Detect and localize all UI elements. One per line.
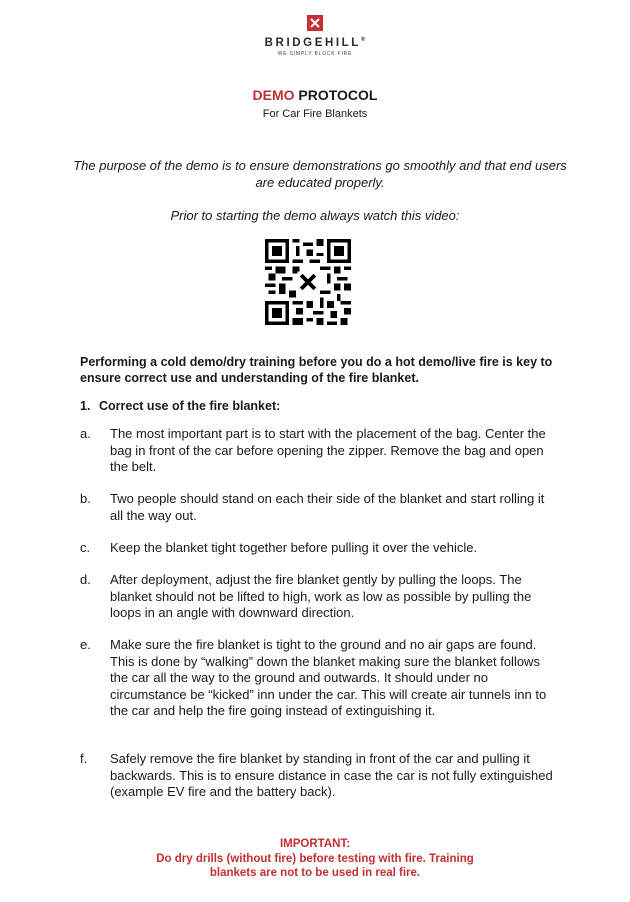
important-notice bbox=[0, 837, 630, 881]
section-heading bbox=[80, 399, 280, 413]
important-heading: IMPORTANT: bbox=[279, 838, 351, 850]
page-subtitle: For Car Fire Blankets bbox=[262, 108, 368, 120]
list-letter: d. bbox=[80, 572, 91, 587]
list-letter: e. bbox=[80, 637, 91, 652]
title-highlight: DEMO bbox=[252, 87, 295, 103]
list-text: The most important part is to start with the placement of the bag. Center the bag in front of the car before opening the zipper. Remove the bag and open the belt. bbox=[110, 426, 546, 474]
list-letter: b. bbox=[80, 491, 91, 506]
section-title: Correct use of the fire blanket: bbox=[99, 399, 281, 413]
brand-tagline: WE SIMPLY BLOCK FIRE bbox=[277, 51, 353, 57]
section-number: 1. bbox=[80, 399, 91, 413]
list-item-d bbox=[80, 572, 560, 622]
list-text: Safely remove the fire blanket by standing in front of the car and pulling it backwards. This is to ensure distance in case the car is not fully extinguished (example EV fire and the battery back). bbox=[110, 751, 553, 799]
cold-demo-note: Performing a cold demo/dry training before you do a hot demo/live fire is key to ensure correct use and understanding of the fire blanket. bbox=[80, 355, 553, 385]
important-line-2: blankets are not to be used in real fire. bbox=[209, 867, 421, 879]
list-item-b bbox=[80, 491, 560, 524]
video-instruction: Prior to starting the demo always watch this video: bbox=[170, 208, 460, 223]
list-item-a bbox=[80, 426, 560, 476]
list-item-c bbox=[80, 540, 560, 557]
title-rest: PROTOCOL bbox=[298, 87, 378, 103]
list-text: Two people should stand on each their side of the blanket and start rolling it all the way out. bbox=[110, 491, 545, 523]
important-line-1: Do dry drills (without fire) before testing with fire. Training bbox=[156, 852, 474, 865]
list-item-e bbox=[80, 637, 560, 720]
qr-code-icon[interactable] bbox=[265, 239, 351, 325]
brand-logo bbox=[0, 15, 630, 57]
brand-name: BRIDGEHILL® bbox=[264, 37, 366, 49]
page-title bbox=[0, 87, 630, 103]
list-item-f bbox=[80, 751, 560, 801]
list-text: After deployment, adjust the fire blanket gently by pulling the loops. The blanket should not be lifted to high, work as low as possible by pulling the loops in an angle with downward direction. bbox=[110, 572, 532, 620]
x-mark-icon bbox=[307, 15, 323, 31]
purpose-text: The purpose of the demo is to ensure demonstrations go smoothly and that end users are educated properly. bbox=[73, 158, 567, 190]
list-letter: c. bbox=[80, 540, 91, 555]
list-text: Make sure the fire blanket is tight to the ground and no air gaps are found. This is done by “walking” down the blanket making sure the blanket follows the car all the way to the ground and outwards. It should under no circumstance be “kicked” inn under the car. This will create air tunnels inn to the car and help the fire going instead of extinguishing it. bbox=[110, 637, 547, 718]
list-text: Keep the blanket tight together before pulling it over the vehicle. bbox=[110, 540, 478, 555]
list-letter: f. bbox=[80, 751, 88, 766]
list-letter: a. bbox=[80, 426, 91, 441]
